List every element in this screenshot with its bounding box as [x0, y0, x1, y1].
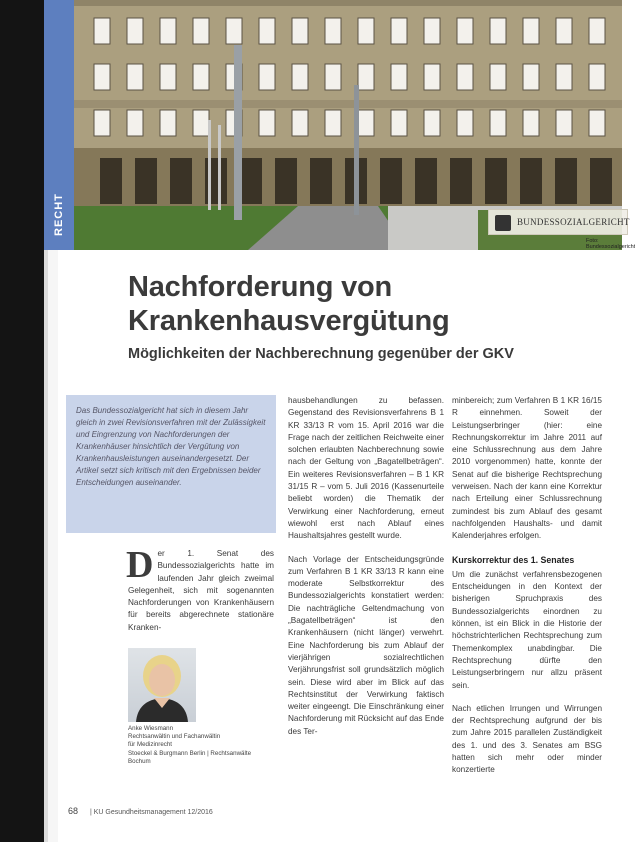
building-window — [325, 110, 341, 136]
drop-cap: D — [126, 544, 154, 586]
building-window — [457, 64, 473, 90]
building-window — [589, 18, 605, 44]
building-window — [424, 18, 440, 44]
building-window — [523, 110, 539, 136]
building-window — [589, 110, 605, 136]
building-window — [556, 110, 572, 136]
column-1 — [126, 544, 274, 634]
colonnade-opening — [485, 158, 507, 204]
court-sign — [488, 209, 628, 235]
building-window — [325, 64, 341, 90]
building-window — [94, 18, 110, 44]
publication-name: KU Gesundheitsmanagement 12/2016 — [93, 809, 213, 816]
building-window — [424, 110, 440, 136]
colonnade-opening — [520, 158, 542, 204]
building-window — [127, 110, 143, 136]
building-window — [94, 110, 110, 136]
column-3 — [452, 395, 602, 788]
building-window — [292, 64, 308, 90]
building-window — [193, 64, 209, 90]
building-window — [292, 18, 308, 44]
building-window — [259, 64, 275, 90]
building-window — [358, 110, 374, 136]
author-title: Rechtsanwältin und Fachanwältin — [128, 733, 221, 741]
building-window — [457, 110, 473, 136]
building-window — [490, 110, 506, 136]
building-window — [391, 18, 407, 44]
colonnade-opening — [170, 158, 192, 204]
colonnade-opening — [310, 158, 332, 204]
building-window — [94, 64, 110, 90]
column-2-paragraph-1: hausbehandlungen zu befassen. Gegenstand des Revisionsverfahrens B 1 KR 33/13 R vom 15. April 2016 war die Frage nach der zeitlichen Reichweite einer solchen erlaubten Nachberechnung sowie nach der Geltung von „Bagatellbeträgen“. Ein weiteres Revisionsverfahren – B 1 KR 31/15 R – vom 5. Juli 2016 (Kassenurteile beliebt worden) die Thematik der Verwirkung einer Nachforderung, erneut wiewohl erst nach Ablauf eines Haushaltsjahres gestellt wurde. — [288, 396, 444, 541]
building-window — [127, 18, 143, 44]
colonnade-opening — [555, 158, 577, 204]
title-line-2: Krankenhausvergütung — [128, 305, 450, 337]
intro-box — [66, 395, 276, 533]
building-window — [259, 18, 275, 44]
author-title-2: für Medizinrecht — [128, 741, 173, 749]
page-edge-strip — [0, 0, 44, 842]
colonnade-opening — [100, 158, 122, 204]
building-window — [292, 110, 308, 136]
footer-separator: | — [89, 809, 92, 816]
court-sign-text: BUNDESSOZIALGERICHT — [517, 217, 630, 227]
author-city: Bochum — [128, 757, 151, 765]
column-3-paragraph-3: Nach etlichen Irrungen und Wirrungen der Rechtsprechung aufgrund der bis zum Jahre 2015 parallelen Zuständigkeit des 1. und des 3. Senates am BSG hatten sich mehr oder minder konzertierte — [452, 703, 602, 775]
page-number: 68 — [68, 806, 79, 816]
colonnade-opening — [380, 158, 402, 204]
colonnade-opening — [590, 158, 612, 204]
column-3-paragraph-2: Um die zunächst verfahrensbezogenen Entscheidungen in den Kontext der bisherigen Spruchpraxis des Bundessozialgerichts einordnen zu können, ist ein Blick in die Historie der höchstrichterlichen Rechtsprechung zum Themenkomplex unabdingbar. Die Rechtsprechung dürfte den Leistungserbringern nur allzu präsent sein. — [452, 569, 602, 690]
building-window — [391, 64, 407, 90]
author-portrait — [128, 648, 196, 722]
building-window — [358, 18, 374, 44]
building-window — [490, 18, 506, 44]
column-2 — [288, 395, 444, 749]
building-window — [127, 64, 143, 90]
title-line-1: Nachforderung von — [128, 271, 393, 303]
building-window — [457, 18, 473, 44]
colonnade-opening — [240, 158, 262, 204]
section-tab — [44, 0, 74, 250]
page-footer — [68, 806, 213, 816]
author-bio — [128, 725, 268, 766]
building-window — [193, 18, 209, 44]
column-3-paragraph-1: minbereich; zum Verfahren B 1 KR 16/15 R einnehmen. Soweit der Leistungserbringer (hier: eine Rechnungskorrektur im Jahre 2011 auf eine Schlussrechnung aus dem Jahre 2010 vorgenommen) hatte, konnte der Senat auf die bisherige Rechtsprechung verweisen. Nach der kann eine Korrektur nach Erteilung einer Schlussrechnung zumindest bis zum Ablauf des gesamt nachfolgenden Haushalts- und damit Kalenderjahres erfolgen. — [452, 396, 602, 541]
building-window — [391, 110, 407, 136]
author-name: Anke Wiesmann — [128, 725, 174, 732]
building-window — [490, 64, 506, 90]
colonnade-opening — [450, 158, 472, 204]
column-1-paragraph: er 1. Senat des Bundessozialgerichts hatte im laufenden Jahr gleich zweimal Gelegenheit, sich mit sogenannten Nachforderungen von Krankenhäusern für bereits abgerechnete stationäre Kranken- — [128, 549, 274, 632]
building-window — [358, 64, 374, 90]
building-window — [160, 110, 176, 136]
colonnade-opening — [275, 158, 297, 204]
building-window — [259, 110, 275, 136]
colonnade-opening — [415, 158, 437, 204]
photo-credit: Foto: Bundessozialgericht — [586, 238, 635, 250]
building-window — [193, 110, 209, 136]
building-window — [523, 18, 539, 44]
building-window — [160, 18, 176, 44]
building-window — [589, 64, 605, 90]
section-heading: Kurskorrektur des 1. Senates — [452, 554, 575, 565]
article-title — [128, 270, 450, 338]
building-window — [556, 64, 572, 90]
building-window — [226, 18, 242, 44]
building-window — [160, 64, 176, 90]
building-window — [556, 18, 572, 44]
author-firm: Stoeckel & Burgmann Berlin | Rechtsanwälte — [128, 749, 252, 757]
header-photo — [58, 0, 635, 250]
portrait-illustration — [128, 648, 196, 722]
section-label: RECHT — [53, 193, 65, 236]
building-window — [325, 18, 341, 44]
article-subtitle: Möglichkeiten der Nachberechnung gegenüber der GKV — [128, 346, 514, 362]
intro-text: Das Bundessozialgericht hat sich in diesem Jahr gleich in zwei Revisionsverfahren mit der Zulässigkeit und Eingrenzung von Nachforderungen der Krankenhäuser hinsichtlich der Vergütung von Krankenhausleistungen auseinandergesetzt. Der Artikel setzt sich kritisch mit den Ergebnissen beider Entscheidungen auseinander. — [76, 406, 266, 487]
colonnade-opening — [135, 158, 157, 204]
building-window — [424, 64, 440, 90]
eagle-emblem-icon — [495, 215, 511, 231]
building-window — [523, 64, 539, 90]
column-2-paragraph-2: Nach Vorlage der Entscheidungsgründe zum Verfahren B 1 KR 33/13 R kann eine moderate Selbstkorrektur des Bundessozialgerichts konstatiert werden: Die nachträgliche Geltendmachung von „Bagatellbeträgen“ ist den Krankenhäusern (nicht länger) verwehrt. Eine Nachforderung bis zum Ablauf der vierjährigen sozialrechtlichen Verjährungsfrist soll grundsätzlich möglich sein. Diese wird aber im Blick auf das Rechtsinstitut der Verwirkung faktisch weiter eingeengt. Die Einschränkung einer Nachforderung mit Rücksicht auf das Ende des Ter- — [288, 554, 444, 736]
